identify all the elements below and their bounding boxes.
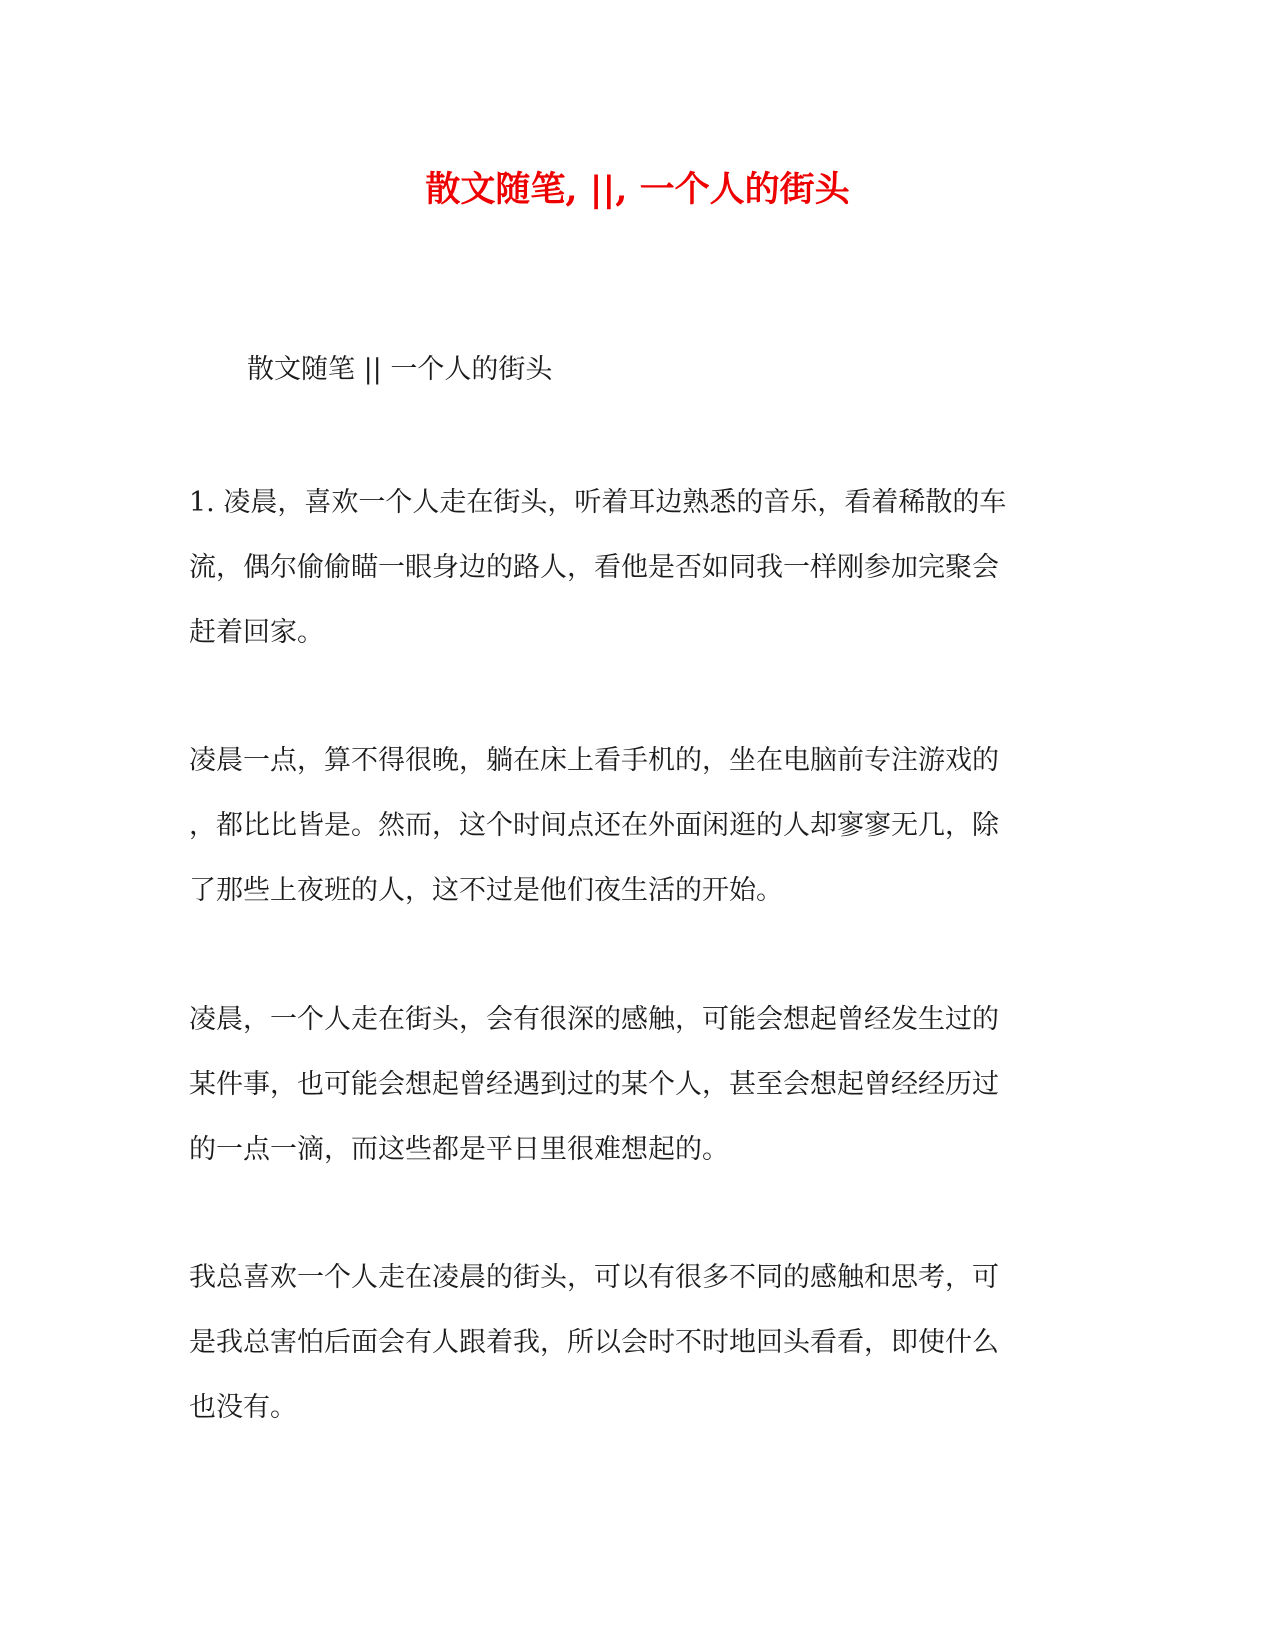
- paragraph-line: 某件事，也可能会想起曾经遇到过的某个人，甚至会想起曾经经历过: [189, 1069, 999, 1100]
- paragraph-line: 了那些上夜班的人，这不过是他们夜生活的开始。: [189, 875, 783, 906]
- paragraph-line: 赶着回家。: [189, 617, 324, 648]
- paragraph-line: 凌晨，一个人走在街头，会有很深的感触，可能会想起曾经发生过的: [189, 1004, 999, 1035]
- document-subtitle: 散文随笔 || 一个人的街头: [247, 354, 553, 385]
- paragraph-1: [189, 470, 1059, 665]
- paragraph-line: ，都比比皆是。然而，这个时间点还在外面闲逛的人却寥寥无几，除: [189, 810, 999, 841]
- paragraph-line: 我总喜欢一个人走在凌晨的街头，可以有很多不同的感触和思考，可: [189, 1262, 999, 1293]
- paragraph-line: 1. 凌晨，喜欢一个人走在街头，听着耳边熟悉的音乐，看着稀散的车: [189, 487, 1007, 518]
- paragraph-2: [189, 728, 1059, 923]
- paragraph-4: [189, 1245, 1059, 1440]
- paragraph-line: 是我总害怕后面会有人跟着我，所以会时不时地回头看看，即使什么: [189, 1327, 999, 1358]
- paragraph-line: 的一点一滴，而这些都是平日里很难想起的。: [189, 1134, 729, 1165]
- paragraph-line: 也没有。: [189, 1392, 297, 1423]
- paragraph-line: 流，偶尔偷偷瞄一眼身边的路人，看他是否如同我一样刚参加完聚会: [189, 552, 999, 583]
- paragraph-line: 凌晨一点，算不得很晚，躺在床上看手机的，坐在电脑前专注游戏的: [189, 745, 999, 776]
- document-title: 散文随笔, ||, 一个人的街头: [425, 169, 850, 210]
- paragraph-3: [189, 987, 1059, 1182]
